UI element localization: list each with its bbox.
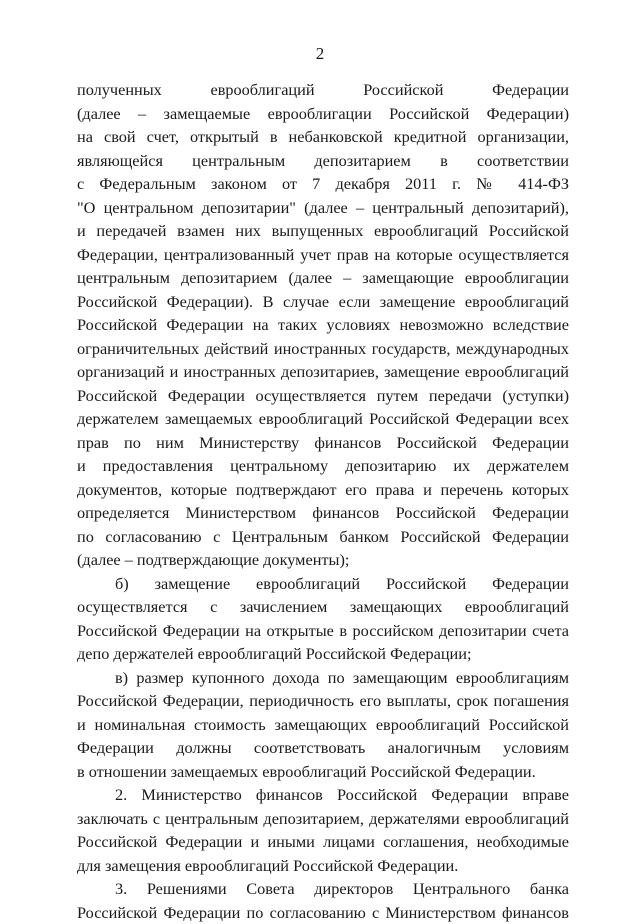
text-line: и передачей взамен них выпущенных еврооблигаций Российской: [77, 219, 569, 243]
text-line: Федерации, централизованный учет прав на которые осуществляется: [77, 243, 569, 267]
text-line: на свой счет, открытый в небанковской кредитной организации,: [77, 125, 569, 149]
text-line: в) размер купонного дохода по замещающим еврооблигациям: [77, 666, 569, 690]
document-body: [77, 78, 569, 924]
text-line: заключать с центральным депозитарием, держателями еврооблигаций: [77, 807, 569, 831]
text-line: Федерации должны соответствовать аналогичным условиям: [77, 736, 569, 760]
page-number: 2: [0, 44, 640, 64]
text-line: центральным депозитарием (далее – замещающие еврооблигации: [77, 266, 569, 290]
paragraph: [77, 877, 569, 924]
text-line: по согласованию с Центральным банком Российской Федерации: [77, 525, 569, 549]
paragraph: [77, 666, 569, 784]
text-line: держателем замещаемых еврооблигаций Российской Федерации всех: [77, 407, 569, 431]
text-line: являющейся центральным депозитарием в соответствии: [77, 149, 569, 173]
text-line: (далее – замещаемые еврооблигации Российской Федерации): [77, 102, 569, 126]
text-line: 3. Решениями Совета директоров Центрального банка: [77, 877, 569, 901]
text-line: Российской Федерации и иными лицами соглашения, необходимые: [77, 830, 569, 854]
text-line: (далее – подтверждающие документы);: [77, 548, 569, 572]
text-line: осуществляется с зачислением замещающих еврооблигаций: [77, 595, 569, 619]
paragraph: [77, 78, 569, 572]
text-line: в отношении замещаемых еврооблигаций Российской Федерации.: [77, 760, 569, 784]
text-line: б) замещение еврооблигаций Российской Федерации: [77, 572, 569, 596]
text-line: Российской Федерации на таких условиях невозможно вследствие: [77, 313, 569, 337]
text-line: организаций и иностранных депозитариев, замещение еврооблигаций: [77, 360, 569, 384]
paragraph: [77, 572, 569, 666]
text-line: депо держателей еврооблигаций Российской Федерации;: [77, 642, 569, 666]
paragraph: [77, 783, 569, 877]
text-line: Российской Федерации на открытые в российском депозитарии счета: [77, 619, 569, 643]
text-line: полученных еврооблигаций Российской Федерации: [77, 78, 569, 102]
text-line: с Федеральным законом от 7 декабря 2011 г. № 414-ФЗ: [77, 172, 569, 196]
text-line: ограничительных действий иностранных государств, международных: [77, 337, 569, 361]
text-line: 2. Министерство финансов Российской Федерации вправе: [77, 783, 569, 807]
text-line: прав по ним Министерству финансов Российской Федерации: [77, 431, 569, 455]
text-line: определяется Министерством финансов Российской Федерации: [77, 501, 569, 525]
text-line: Российской Федерации). В случае если замещение еврооблигаций: [77, 290, 569, 314]
text-line: "О центральном депозитарии" (далее – центральный депозитарий),: [77, 196, 569, 220]
text-line: и предоставления центральному депозитарию их держателем: [77, 454, 569, 478]
text-line: для замещения еврооблигаций Российской Федерации.: [77, 854, 569, 878]
text-line: и номинальная стоимость замещающих еврооблигаций Российской: [77, 713, 569, 737]
text-line: Российской Федерации осуществляется путем передачи (уступки): [77, 384, 569, 408]
text-line: документов, которые подтверждают его права и перечень которых: [77, 478, 569, 502]
text-line: Российской Федерации по согласованию с Министерством финансов: [77, 901, 569, 924]
text-line: Российской Федерации, периодичность его выплаты, срок погашения: [77, 689, 569, 713]
